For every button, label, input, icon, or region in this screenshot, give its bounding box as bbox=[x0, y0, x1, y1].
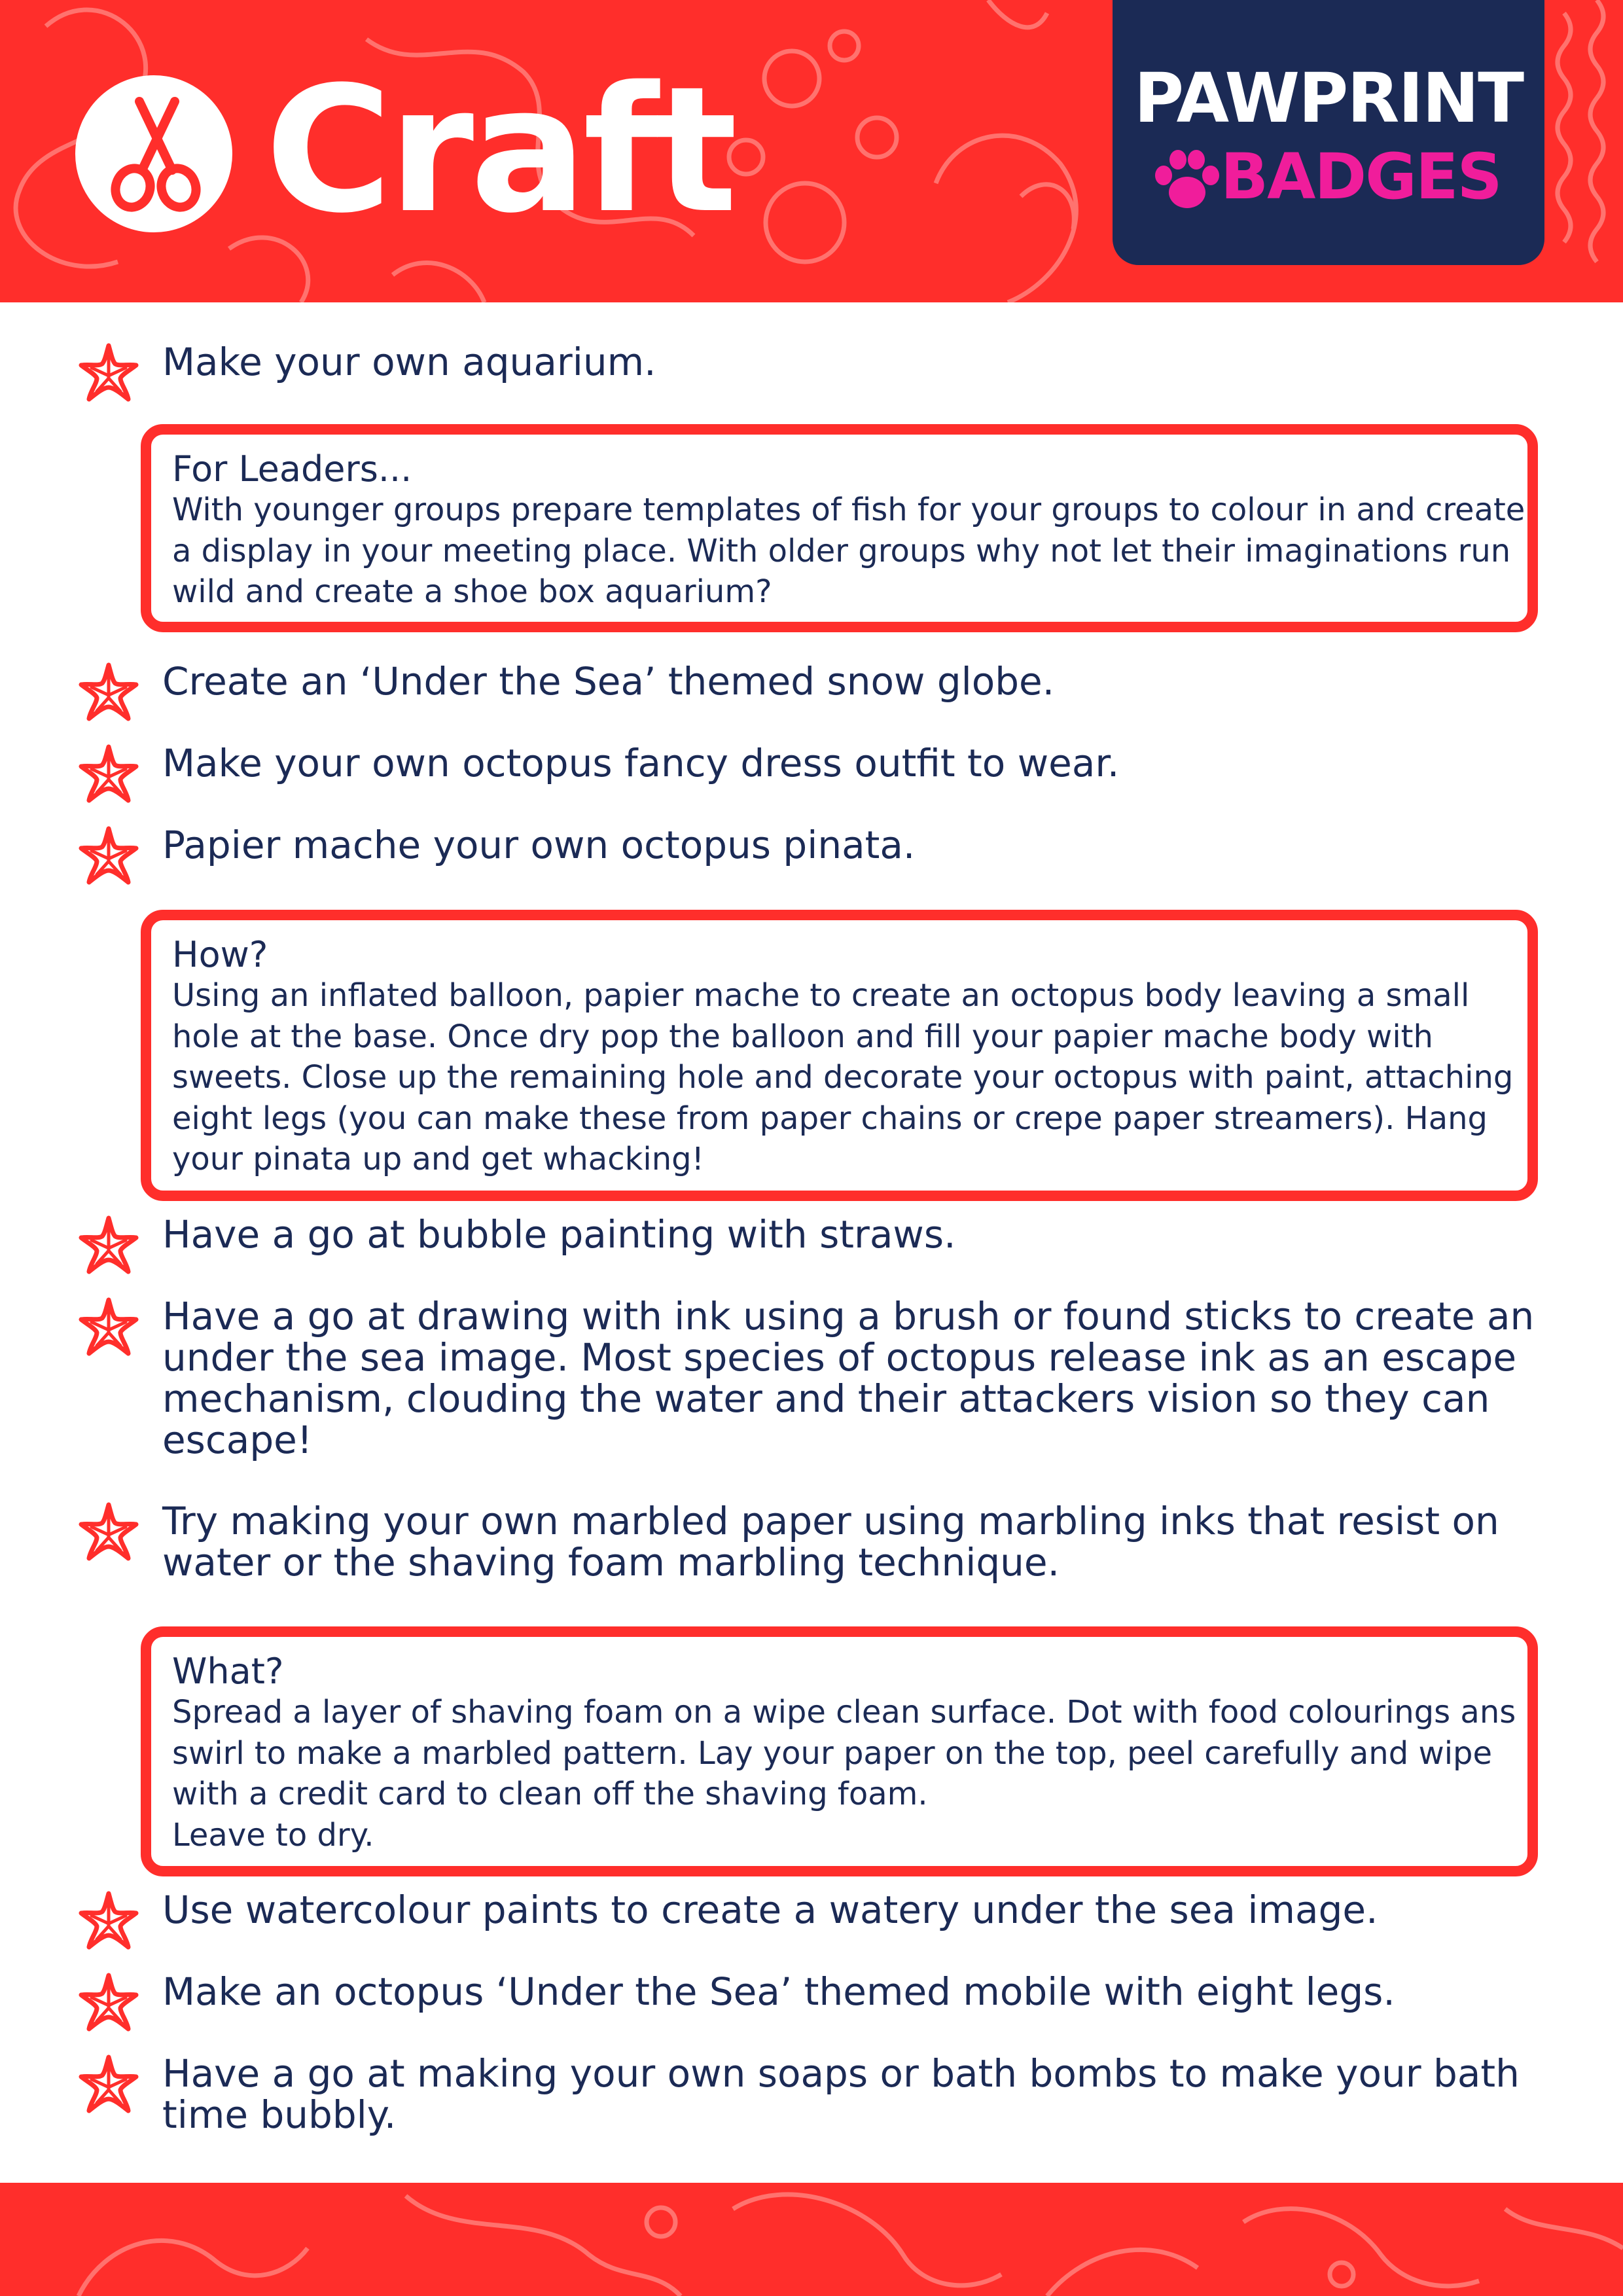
starfish-icon bbox=[79, 661, 139, 721]
sea-pattern-decoration bbox=[0, 2183, 1623, 2296]
scissors-icon-badge bbox=[75, 75, 232, 232]
activity-text: Have a go at drawing with ink using a brush or found sticks to create an under the sea image. Most species of octopus release ink as an escape mechanism, clouding the water and their attackers vision so they can escape! bbox=[162, 1294, 1535, 1462]
brand-logo bbox=[1113, 0, 1544, 265]
info-box-title: What? bbox=[172, 1651, 284, 1692]
starfish-icon bbox=[79, 342, 139, 402]
activity-text: Papier mache your own octopus pinata. bbox=[162, 823, 916, 867]
info-box-body: Spread a layer of shaving foam on a wipe clean surface. Dot with food colourings ans swirl to make a marbled pattern. Lay your paper on the top, peel carefully and wipe with a credit card to clean off the shaving foam. Leave to dry. bbox=[172, 1694, 1516, 1854]
info-box-for-leaders bbox=[141, 424, 1538, 632]
activity-text: Have a go at bubble painting with straws. bbox=[162, 1212, 956, 1257]
starfish-icon bbox=[79, 1214, 139, 1274]
footer-banner bbox=[0, 2183, 1623, 2296]
activity-text: Try making your own marbled paper using marbling inks that resist on water or the shaving foam marbling technique. bbox=[162, 1499, 1499, 1585]
starfish-icon bbox=[79, 1296, 139, 1356]
starfish-icon bbox=[79, 825, 139, 885]
info-box-title: For Leaders... bbox=[172, 448, 412, 490]
info-box-how bbox=[141, 910, 1538, 1201]
activity-text: Use watercolour paints to create a watery under the sea image. bbox=[162, 1888, 1378, 1932]
starfish-icon bbox=[79, 1971, 139, 2032]
brand-name-line1: PAWPRINT bbox=[1133, 58, 1524, 138]
activity-text: Have a go at making your own soaps or bath bombs to make your bath time bubbly. bbox=[162, 2051, 1520, 2137]
starfish-icon bbox=[79, 2053, 139, 2113]
starfish-icon bbox=[79, 1890, 139, 1950]
info-box-body: With younger groups prepare templates of fish for your groups to colour in and create a display in your meeting place. With older groups why not let their imaginations run wild and create a shoe box aquarium? bbox=[172, 492, 1525, 610]
page-title: Craft bbox=[265, 50, 734, 251]
activity-text: Create an ‘Under the Sea’ themed snow globe. bbox=[162, 659, 1055, 704]
starfish-icon bbox=[79, 1501, 139, 1561]
starfish-icon bbox=[79, 743, 139, 803]
info-box-title: How? bbox=[172, 934, 268, 975]
activity-text: Make your own aquarium. bbox=[162, 340, 656, 384]
scissors-icon bbox=[75, 75, 232, 232]
paw-print-icon bbox=[1153, 149, 1221, 212]
info-box-what bbox=[141, 1626, 1538, 1876]
activity-text: Make an octopus ‘Under the Sea’ themed mobile with eight legs. bbox=[162, 1969, 1395, 2014]
activity-text: Make your own octopus fancy dress outfit to wear. bbox=[162, 741, 1120, 785]
brand-name-line2: BADGES bbox=[1221, 140, 1501, 213]
header-banner bbox=[0, 0, 1623, 302]
info-box-body: Using an inflated balloon, papier mache to create an octopus body leaving a small hole at the base. Once dry pop the balloon and fill your papier mache body with sweets. Close up the remaining hole and decorate your octopus with paint, attaching eight legs (you can make these from paper chains or crepe paper streamers). Hang your pinata up and get whacking! bbox=[172, 977, 1514, 1177]
